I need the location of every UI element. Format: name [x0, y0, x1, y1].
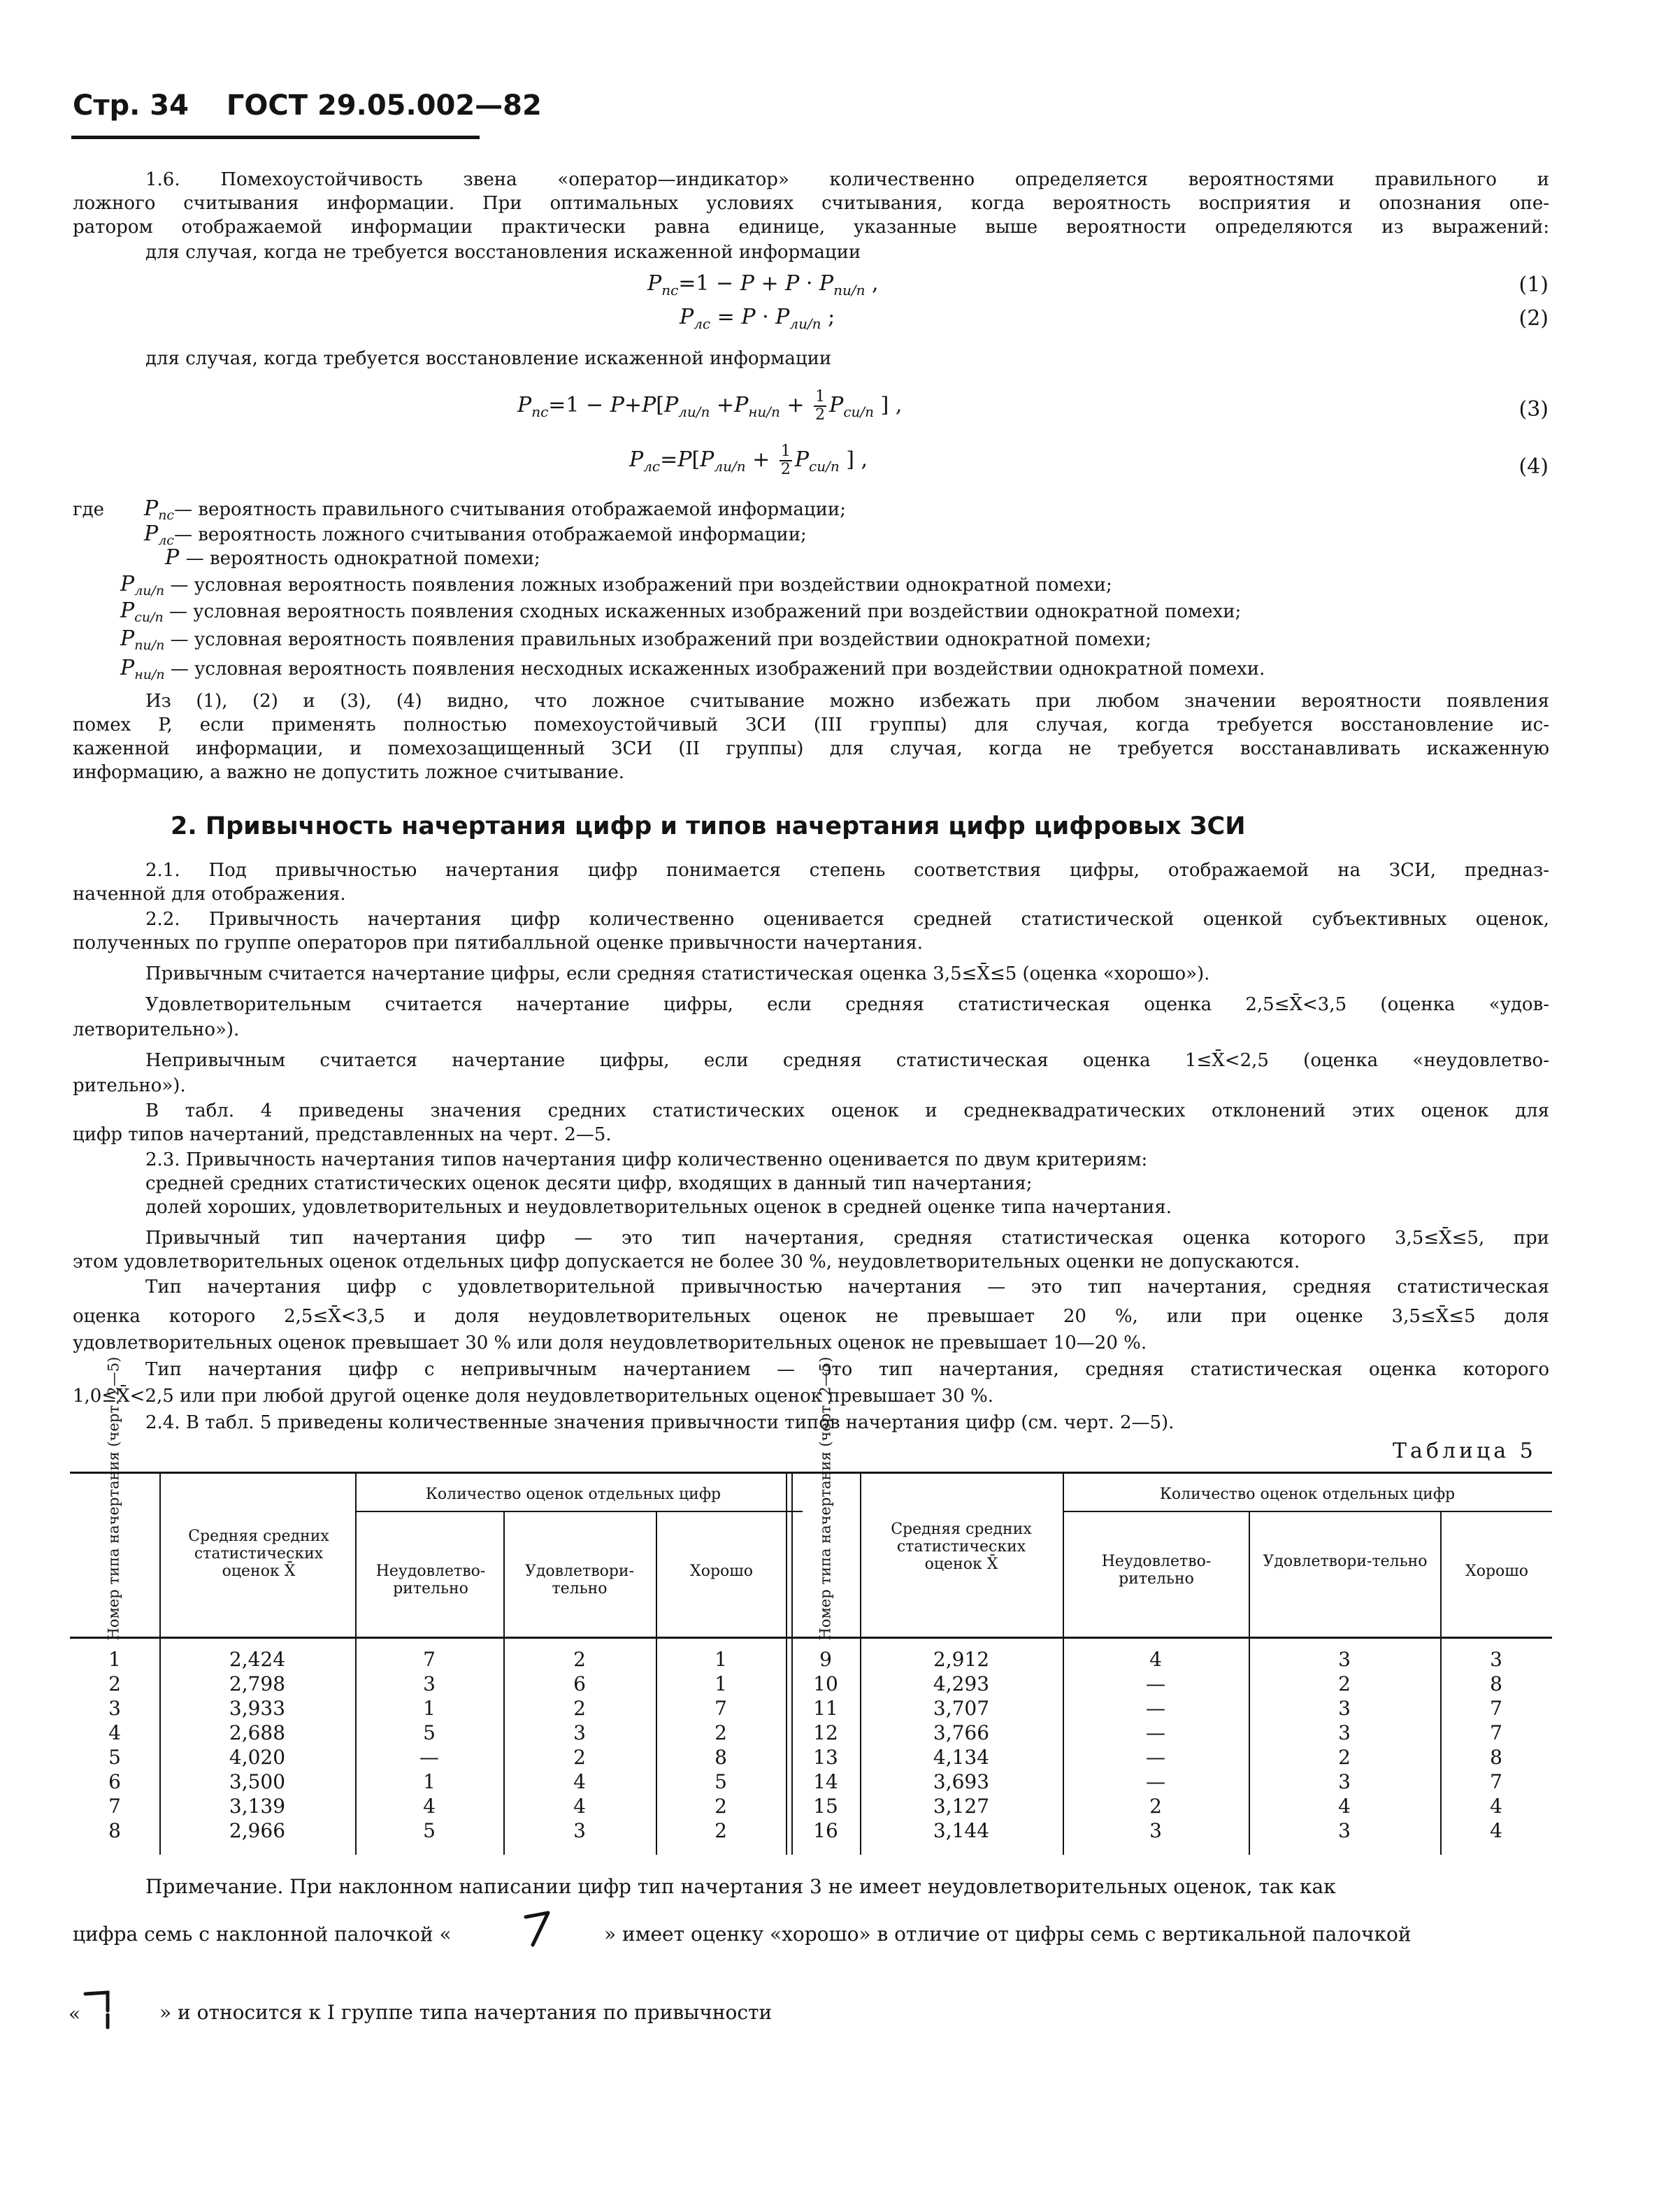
- p22-line-1: 2.2. Привычность начертания цифр количественно оценивается средней статистической оценкой субъективных оценок,: [145, 909, 1549, 930]
- cell-right-ok: 3: [1338, 1648, 1351, 1671]
- header-type-number: Номер типа начертания (черт. 2—5): [105, 1356, 122, 1641]
- cell-left-good: 8: [714, 1746, 727, 1769]
- conclusion-line-3: каженной информации, и помехозащищенный ЗСИ (II группы) для случая, когда не требуется восстанавливать искаженную: [73, 738, 1549, 759]
- cell-right-bad: —: [1146, 1770, 1165, 1793]
- cell-right-good: 3: [1490, 1648, 1502, 1671]
- conclusion-line-4: информацию, а важно не допустить ложное считывание.: [73, 762, 624, 783]
- cell-left-ok: 3: [573, 1819, 586, 1842]
- def-p-ls: $P_{лс}—$ вероятность ложного считывания отображаемой информации;: [144, 522, 807, 549]
- table-caption: Таблица 5: [1393, 1439, 1537, 1463]
- cell-right-bad: —: [1146, 1697, 1165, 1720]
- col-rule-5a: [786, 1472, 787, 1855]
- cell-right-good: 7: [1490, 1697, 1502, 1720]
- def-p-pi: $P_{пи/п}$ — условная вероятность появления правильных изображений при воздействии однократной помехи;: [120, 626, 1151, 654]
- p23-line-2: средней средних статистических оценок десяти цифр, входящих в данный тип начертания;: [145, 1173, 1033, 1194]
- header-good-2: Хорошо: [1465, 1563, 1528, 1580]
- cell-left-n: 3: [108, 1697, 121, 1720]
- cell-left-ok: 4: [573, 1770, 586, 1793]
- cell-right-bad: —: [1146, 1672, 1165, 1695]
- cell-right-n: 14: [813, 1770, 838, 1793]
- cell-right-good: 8: [1490, 1672, 1502, 1695]
- formula-1: $P_{пс}=1 - P + P \cdot P_{пи/п}$ ,: [647, 271, 879, 299]
- case2-label: для случая, когда требуется восстановление искаженной информации: [145, 348, 832, 369]
- unhabit-type-line-2: 1,0≤X̄<2,5 или при любой другой оценке доля неудовлетворительных оценок превышает 30 %.: [73, 1386, 993, 1407]
- formula-3: $P_{пс}=1 - P+P[P_{ли/п} +P_{ни/п}$ + $\frac{1}{2}$ $P_{си/п}$ ] ,: [517, 388, 903, 424]
- group-rule-left: [355, 1511, 803, 1512]
- formula-3-number: (3): [1518, 397, 1549, 422]
- unhabit-type-line-1: Тип начертания цифр с непривычным начертанием — это тип начертания, средняя статистическая оценка которого: [145, 1359, 1549, 1380]
- where-label: где: [73, 499, 105, 520]
- cell-left-bad: 4: [423, 1795, 436, 1818]
- cell-left-ok: 6: [573, 1672, 586, 1695]
- slanted-seven-glyph: [520, 1909, 554, 1948]
- cell-left-good: 2: [714, 1721, 727, 1744]
- cell-right-avg: 4,293: [933, 1672, 990, 1695]
- header-count-group-2: Количество оценок отдельных цифр: [1159, 1486, 1456, 1503]
- p21-line-2: наченной для отображения.: [73, 884, 346, 905]
- formula-4-number: (4): [1518, 454, 1549, 479]
- cell-left-avg: 2,798: [229, 1672, 286, 1695]
- cell-left-good: 5: [714, 1770, 727, 1793]
- header-ok: Удовлетвори-тельно: [524, 1563, 635, 1597]
- conclusion-line-1: Из (1), (2) и (3), (4) видно, что ложное считывание можно избежать при любом значении вероятности появления: [145, 691, 1549, 712]
- cell-right-bad: 2: [1149, 1795, 1162, 1818]
- satisf-line-2: летворительно»).: [73, 1019, 240, 1040]
- cell-left-n: 6: [108, 1770, 121, 1793]
- p23-line-3: долей хороших, удовлетворительных и неудовлетворительных оценок в средней оценке типа начертания.: [145, 1197, 1172, 1218]
- habit-type-line-2: этом удовлетворительных оценок отдельных цифр допускается не более 30 %, неудовлетворительных оценки не допускаются.: [73, 1251, 1300, 1272]
- cell-left-good: 7: [714, 1697, 727, 1720]
- header-bottom-rule: [70, 1637, 1552, 1639]
- cell-right-good: 7: [1490, 1770, 1502, 1793]
- page-header: [73, 89, 542, 122]
- cell-right-bad: 4: [1149, 1648, 1162, 1671]
- cell-right-good: 4: [1490, 1819, 1502, 1842]
- cell-left-good: 2: [714, 1795, 727, 1818]
- table4-line-1: В табл. 4 приведены значения средних статистических оценок и среднеквадратических отклонений этих оценок для: [145, 1100, 1549, 1121]
- cell-left-bad: 5: [423, 1721, 436, 1744]
- cell-right-ok: 3: [1338, 1721, 1351, 1744]
- cell-left-n: 4: [108, 1721, 121, 1744]
- formula-1-number: (1): [1518, 273, 1549, 297]
- cell-right-n: 15: [813, 1795, 838, 1818]
- header-ok-2: Удовлетвори-тельно: [1263, 1553, 1428, 1570]
- header-bad: Неудовлетво-рительно: [375, 1563, 486, 1597]
- cell-left-good: 1: [714, 1672, 727, 1695]
- document-code: ГОСТ 29.05.002—82: [226, 89, 542, 122]
- cell-left-bad: 3: [423, 1672, 436, 1695]
- table-top-rule: [70, 1472, 1552, 1474]
- cell-right-avg: 3,766: [933, 1721, 990, 1744]
- p23-line-1: 2.3. Привычность начертания типов начертания цифр количественно оценивается по двум критериям:: [145, 1149, 1148, 1170]
- formula-2: $P_{лс} = P \cdot P_{ли/п}$ ;: [680, 305, 835, 332]
- cell-left-bad: 7: [423, 1648, 436, 1671]
- cell-left-avg: 2,688: [229, 1721, 286, 1744]
- cell-left-avg: 3,933: [229, 1697, 286, 1720]
- cell-left-n: 1: [108, 1648, 121, 1671]
- cell-right-n: 13: [813, 1746, 838, 1769]
- conclusion-line-2: помех P, если применять полностью помехоустойчивый ЗСИ (III группы) для случая, когда требуется восстановление ис-: [73, 714, 1549, 735]
- cell-left-bad: —: [419, 1746, 439, 1769]
- intro-line-2: ложного считывания информации. При оптимальных условиях считывания, когда вероятность восприятия и опознания опе-: [73, 193, 1549, 214]
- vertical-seven-glyph: [82, 1987, 117, 2030]
- p22-line-2: полученных по группе операторов при пятибалльной оценке привычности начертания.: [73, 933, 924, 954]
- cell-left-avg: 2,966: [229, 1819, 286, 1842]
- cell-right-ok: 3: [1338, 1697, 1351, 1720]
- cell-left-bad: 1: [423, 1770, 436, 1793]
- half-fraction-1: $\frac{1}{2}$: [815, 388, 826, 424]
- def-p-li: $P_{ли/п}$ — условная вероятность появления ложных изображений при воздействии однократной помехи;: [120, 572, 1112, 599]
- section-title: 2. Привычность начертания цифр и типов начертания цифр цифровых ЗСИ: [171, 812, 1246, 840]
- header-type-number-2: Номер типа начертания (черт. 2—5): [817, 1356, 834, 1641]
- satisf-type-line-2: оценка которого 2,5≤X̄<3,5 и доля неудовлетворительных оценок не превышает 20 %, или при оценке 3,5≤X̄≤5 доля: [73, 1306, 1549, 1327]
- cell-right-avg: 3,693: [933, 1770, 990, 1793]
- cell-right-ok: 3: [1338, 1819, 1351, 1842]
- cell-right-avg: 4,134: [933, 1746, 990, 1769]
- def-p-ni: $P_{ни/п}$ — условная вероятность появления несходных искаженных изображений при воздействии однократной помехи.: [120, 656, 1265, 683]
- cell-left-ok: 4: [573, 1795, 586, 1818]
- cell-left-ok: 3: [573, 1721, 586, 1744]
- cell-left-avg: 3,139: [229, 1795, 286, 1818]
- cell-right-good: 7: [1490, 1721, 1502, 1744]
- note-line-3a: «: [69, 2002, 81, 2025]
- cell-left-avg: 3,500: [229, 1770, 286, 1793]
- page-number: Стр. 34: [73, 89, 189, 122]
- def-p-si: $P_{си/п}$ — условная вероятность появления сходных искаженных изображений при воздействии однократной помехи;: [120, 598, 1242, 626]
- cell-left-n: 7: [108, 1795, 121, 1818]
- cell-left-avg: 2,424: [229, 1648, 286, 1671]
- def-p: P — вероятность однократной помехи;: [165, 545, 540, 570]
- p24: 2.4. В табл. 5 приведены количественные значения привычности типов начертания цифр (см. черт. 2—5).: [145, 1412, 1175, 1433]
- cell-right-n: 10: [813, 1672, 838, 1695]
- cell-right-avg: 2,912: [933, 1648, 990, 1671]
- cell-left-n: 5: [108, 1746, 121, 1769]
- table4-line-2: цифр типов начертаний, представленных на черт. 2—5.: [73, 1124, 612, 1145]
- note-line-1: Примечание. При наклонном написании цифр тип начертания 3 не имеет неудовлетворительных оценок, так как: [145, 1875, 1336, 1898]
- cell-right-n: 9: [819, 1648, 832, 1671]
- cell-right-ok: 4: [1338, 1795, 1351, 1818]
- cell-right-n: 12: [813, 1721, 838, 1744]
- cell-left-n: 2: [108, 1672, 121, 1695]
- header-average-2: Средняя средних статистических оценок X̄: [891, 1521, 1032, 1573]
- cell-right-avg: 3,144: [933, 1819, 990, 1842]
- satisf-line-1: Удовлетворительным считается начертание цифры, если средняя статистическая оценка 2,5≤X̄<3,5 (оценка «удов-: [145, 994, 1549, 1015]
- header-average: Средняя средних статистических оценок X̄: [188, 1528, 329, 1580]
- def-p-ps: $P_{пс}—$ вероятность правильного считывания отображаемой информации;: [144, 496, 846, 524]
- intro-line-3: ратором отображаемой информации практически равна единице, указанные выше вероятности определяются из выражений:: [73, 217, 1549, 238]
- formula-4: $P_{лс}=P[P_{ли/п}$ + $\frac{1}{2}$ $P_{си/п}$ ] ,: [629, 443, 868, 478]
- header-underline: [71, 136, 480, 139]
- cell-right-ok: 3: [1338, 1770, 1351, 1793]
- note-line-2b: » имеет оценку «хорошо» в отличие от цифры семь с вертикальной палочкой: [604, 1923, 1412, 1946]
- habit-definition: Привычным считается начертание цифры, если средняя статистическая оценка 3,5≤X̄≤5 (оценка «хорошо»).: [145, 963, 1210, 984]
- p21-line-1: 2.1. Под привычностью начертания цифр понимается степень соответствия цифры, отображаемой на ЗСИ, предназ-: [145, 860, 1549, 881]
- formula-2-number: (2): [1518, 306, 1549, 331]
- cell-left-avg: 4,020: [229, 1746, 286, 1769]
- cell-left-bad: 5: [423, 1819, 436, 1842]
- satisf-type-line-3: удовлетворительных оценок превышает 30 % или доля неудовлетворительных оценок не превышает 10—20 %.: [73, 1333, 1147, 1353]
- cell-left-ok: 2: [573, 1746, 586, 1769]
- cell-right-good: 8: [1490, 1746, 1502, 1769]
- cell-right-n: 16: [813, 1819, 838, 1842]
- cell-right-ok: 2: [1338, 1746, 1351, 1769]
- cell-left-ok: 2: [573, 1648, 586, 1671]
- group-rule-right: [1063, 1511, 1552, 1512]
- note-line-3b: » и относится к I группе типа начертания по привычности: [159, 2001, 773, 2024]
- cell-right-avg: 3,127: [933, 1795, 990, 1818]
- cell-right-bad: 3: [1149, 1819, 1162, 1842]
- unhabit-line-1: Непривычным считается начертание цифры, если средняя статистическая оценка 1≤X̄<2,5 (оценка «неудовлетво-: [145, 1050, 1549, 1071]
- cell-right-avg: 3,707: [933, 1697, 990, 1720]
- cell-right-bad: —: [1146, 1746, 1165, 1769]
- cell-right-n: 11: [813, 1697, 838, 1720]
- case1-label: для случая, когда не требуется восстановления искаженной информации: [145, 242, 861, 263]
- cell-left-ok: 2: [573, 1697, 586, 1720]
- header-count-group: Количество оценок отдельных цифр: [425, 1486, 721, 1503]
- cell-left-bad: 1: [423, 1697, 436, 1720]
- intro-line-1: 1.6. Помехоустойчивость звена «оператор—индикатор» количественно определяется вероятностями правильного и: [145, 169, 1549, 190]
- cell-right-good: 4: [1490, 1795, 1502, 1818]
- cell-right-bad: —: [1146, 1721, 1165, 1744]
- half-fraction-2: $\frac{1}{2}$: [780, 443, 791, 478]
- header-good: Хорошо: [690, 1563, 753, 1580]
- header-bad-2: Неудовлетво-рительно: [1101, 1553, 1212, 1588]
- note-line-2a: цифра семь с наклонной палочкой «: [73, 1923, 452, 1946]
- cell-right-ok: 2: [1338, 1672, 1351, 1695]
- cell-left-n: 8: [108, 1819, 121, 1842]
- unhabit-line-2: рительно»).: [73, 1075, 186, 1096]
- satisf-type-line-1: Тип начертания цифр с удовлетворительной привычностью начертания — это тип начертания, средняя статистическая: [145, 1277, 1549, 1298]
- cell-left-good: 2: [714, 1819, 727, 1842]
- cell-left-good: 1: [714, 1648, 727, 1671]
- habit-type-line-1: Привычный тип начертания цифр — это тип начертания, средняя статистическая оценка которого 3,5≤X̄≤5, при: [145, 1228, 1549, 1249]
